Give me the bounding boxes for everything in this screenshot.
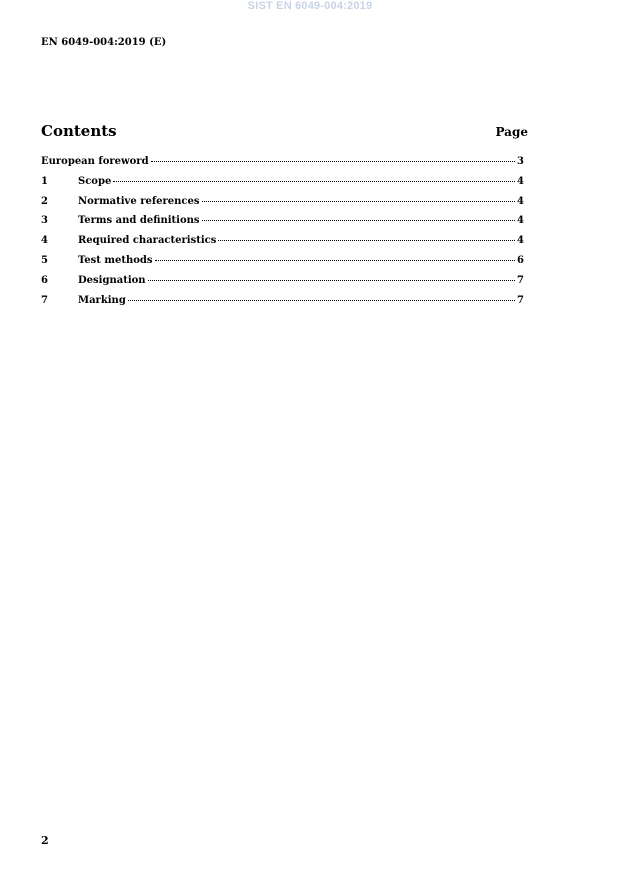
toc-entry-page: 7 (517, 294, 524, 306)
toc-leader-dots (151, 161, 515, 162)
watermark: SIST EN 6049-004:2019 (247, 0, 373, 12)
toc-entry-title: European foreword (41, 156, 149, 167)
toc-entry-page: 6 (517, 254, 524, 266)
toc-entry-page: 4 (517, 215, 524, 227)
toc-entry-number: 7 (41, 294, 48, 306)
toc-entry-number: 3 (41, 215, 48, 227)
toc-entry-page: 7 (517, 274, 524, 286)
toc-entry-normative-references[interactable] (41, 196, 524, 216)
toc-leader-dots (148, 280, 515, 281)
toc-leader-dots (155, 260, 516, 261)
toc-entry-required-characteristics[interactable] (41, 235, 524, 255)
toc-entry-number: 5 (41, 254, 48, 266)
toc-entry-number: 4 (41, 235, 48, 247)
toc-entry-title: Marking (78, 294, 126, 306)
page-column-label: Page (495, 125, 528, 139)
toc-entry-title: Designation (78, 274, 146, 286)
toc-entry-title: Scope (78, 175, 112, 187)
toc-entry-number: 1 (41, 175, 48, 187)
toc-entry-page: 4 (517, 195, 524, 207)
toc-entry-title: Normative references (78, 195, 200, 207)
toc-leader-dots (202, 220, 516, 221)
toc-entry-designation[interactable] (41, 275, 524, 295)
toc-entry-marking[interactable] (41, 295, 524, 315)
contents-title: Contents (41, 122, 117, 140)
toc-entry-title: Required characteristics (78, 235, 217, 247)
page-number: 2 (41, 834, 49, 847)
document-id: EN 6049-004:2019 (E) (41, 37, 167, 48)
toc-entry-number: 6 (41, 274, 48, 286)
toc-entry-page: 4 (517, 235, 524, 247)
toc-leader-dots (128, 300, 515, 301)
toc-entry-title: Terms and definitions (78, 215, 200, 227)
toc-leader-dots (218, 240, 515, 241)
toc-leader-dots (113, 181, 515, 182)
toc-entry-number: 2 (41, 195, 48, 207)
toc-entry-title: Test methods (78, 254, 153, 266)
toc-entry-test-methods[interactable] (41, 255, 524, 275)
toc-entry-terms-and-definitions[interactable] (41, 215, 524, 235)
toc-leader-dots (202, 201, 516, 202)
table-of-contents (41, 156, 524, 314)
toc-entry-scope[interactable] (41, 176, 524, 196)
toc-entry-page: 4 (517, 175, 524, 187)
toc-entry-european-foreword[interactable] (41, 156, 524, 176)
toc-entry-page: 3 (517, 156, 524, 167)
